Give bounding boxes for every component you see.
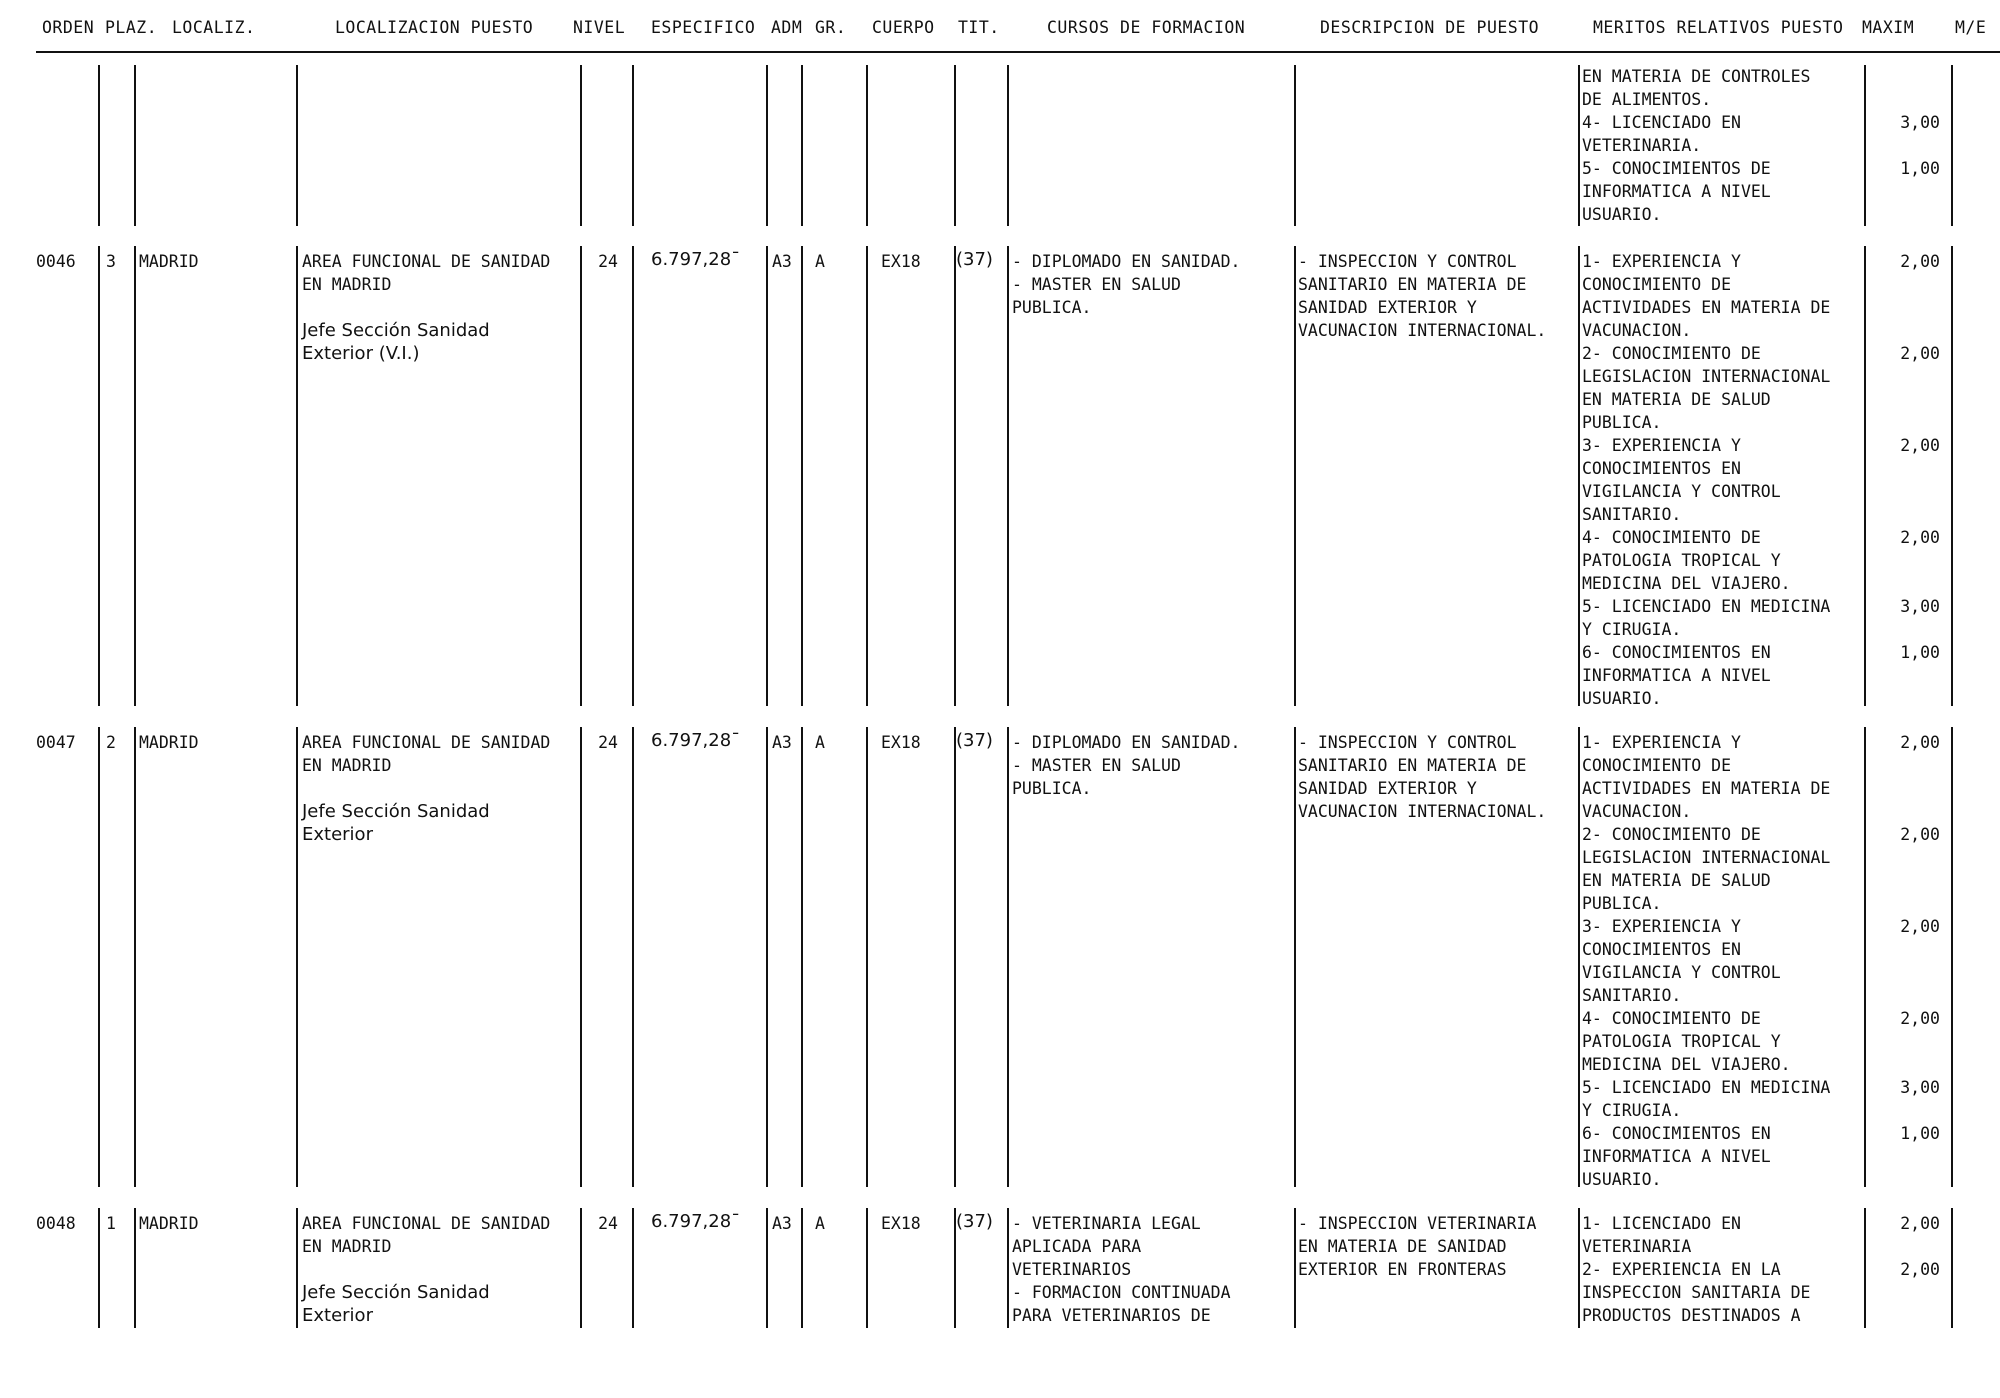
descripcion-line: - INSPECCION Y CONTROL xyxy=(1298,733,1517,752)
especifico-value: 6.797,28¯ xyxy=(651,249,741,270)
location-unit-line: EN MADRID xyxy=(302,1237,392,1256)
column-separator xyxy=(134,65,136,226)
cuerpo-value: EX18 xyxy=(881,733,921,752)
merito-line: 4- CONOCIMIENTO DE xyxy=(1582,1009,1761,1028)
nivel-value: 24 xyxy=(598,252,618,271)
curso-line: - DIPLOMADO EN SANIDAD. xyxy=(1012,733,1241,752)
merito-line: PUBLICA. xyxy=(1582,413,1662,432)
merito-line: 3- EXPERIENCIA Y xyxy=(1582,436,1741,455)
column-separator xyxy=(1294,65,1296,226)
header-nivel: NIVEL xyxy=(573,18,626,37)
header-cursos: CURSOS DE FORMACION xyxy=(1047,18,1246,37)
nivel-value: 24 xyxy=(598,733,618,752)
header-cuerpo: CUERPO xyxy=(872,18,935,37)
column-separator xyxy=(580,1208,582,1328)
merito-score: 2,00 xyxy=(1900,436,1940,455)
merito-line: 2- CONOCIMIENTO DE xyxy=(1582,825,1761,844)
merito-score: 2,00 xyxy=(1900,528,1940,547)
cont-merit-line: 5- CONOCIMIENTOS DE xyxy=(1582,159,1771,178)
grupo-value: A xyxy=(815,252,825,271)
cont-merit-line: INFORMATICA A NIVEL xyxy=(1582,182,1771,201)
column-separator xyxy=(98,246,100,706)
column-separator xyxy=(1951,65,1953,226)
location-unit-line: AREA FUNCIONAL DE SANIDAD xyxy=(302,733,551,752)
localidad: MADRID xyxy=(139,252,199,271)
merito-line: 1- LICENCIADO EN xyxy=(1582,1214,1741,1233)
column-separator xyxy=(1294,246,1296,706)
column-separator xyxy=(1007,727,1009,1187)
job-title-line: Exterior (V.I.) xyxy=(302,343,420,364)
header-rule xyxy=(36,51,2000,53)
column-separator xyxy=(1864,1208,1866,1328)
header-especifico: ESPECIFICO xyxy=(651,18,756,37)
merito-score: 2,00 xyxy=(1900,1214,1940,1233)
merito-line: Y CIRUGIA. xyxy=(1582,620,1682,639)
plazas-count: 3 xyxy=(106,252,116,271)
column-separator xyxy=(98,727,100,1187)
cont-merit-line: VETERINARIA. xyxy=(1582,136,1702,155)
column-separator xyxy=(801,1208,803,1328)
column-separator xyxy=(766,1208,768,1328)
header-me: M/E xyxy=(1955,18,1987,37)
merito-line: 5- LICENCIADO EN MEDICINA xyxy=(1582,1078,1831,1097)
merito-line: Y CIRUGIA. xyxy=(1582,1101,1682,1120)
grupo-value: A xyxy=(815,733,825,752)
cont-score: 1,00 xyxy=(1900,159,1940,178)
merito-score: 1,00 xyxy=(1900,1124,1940,1143)
column-separator xyxy=(296,727,298,1187)
curso-line: PUBLICA. xyxy=(1012,779,1092,798)
column-separator xyxy=(632,65,634,226)
location-unit-line: EN MADRID xyxy=(302,275,392,294)
merito-line: USUARIO. xyxy=(1582,689,1662,708)
descripcion-line: SANITARIO EN MATERIA DE xyxy=(1298,275,1527,294)
cont-merit-line: EN MATERIA DE CONTROLES xyxy=(1582,67,1811,86)
column-separator xyxy=(296,65,298,226)
titulacion-value: (37) xyxy=(956,1211,993,1232)
descripcion-line: SANIDAD EXTERIOR Y xyxy=(1298,779,1477,798)
column-separator xyxy=(866,65,868,226)
adm-value: A3 xyxy=(772,252,792,271)
job-title-line: Exterior xyxy=(302,1305,373,1326)
merito-line: MEDICINA DEL VIAJERO. xyxy=(1582,574,1791,593)
merito-score: 2,00 xyxy=(1900,733,1940,752)
curso-line: PARA VETERINARIOS DE xyxy=(1012,1306,1211,1325)
column-separator xyxy=(766,65,768,226)
header-orden: ORDEN xyxy=(42,18,95,37)
header-localizacion-puesto: LOCALIZACION PUESTO xyxy=(335,18,534,37)
cont-score: 3,00 xyxy=(1900,113,1940,132)
descripcion-line: VACUNACION INTERNACIONAL. xyxy=(1298,321,1547,340)
localidad: MADRID xyxy=(139,1214,199,1233)
column-separator xyxy=(134,1208,136,1328)
merito-line: CONOCIMIENTO DE xyxy=(1582,756,1732,775)
column-separator xyxy=(134,246,136,706)
merito-line: CONOCIMIENTOS EN xyxy=(1582,940,1741,959)
column-separator xyxy=(1294,1208,1296,1328)
column-separator xyxy=(134,727,136,1187)
header-localiz: LOCALIZ. xyxy=(172,18,256,37)
descripcion-line: VACUNACION INTERNACIONAL. xyxy=(1298,802,1547,821)
orden-number: 0046 xyxy=(36,252,76,271)
location-unit-line: AREA FUNCIONAL DE SANIDAD xyxy=(302,1214,551,1233)
column-separator xyxy=(866,1208,868,1328)
merito-line: VACUNACION. xyxy=(1582,802,1692,821)
merito-line: 6- CONOCIMIENTOS EN xyxy=(1582,643,1771,662)
merito-line: PATOLOGIA TROPICAL Y xyxy=(1582,551,1781,570)
plazas-count: 2 xyxy=(106,733,116,752)
merito-line: CONOCIMIENTOS EN xyxy=(1582,459,1741,478)
merito-score: 3,00 xyxy=(1900,1078,1940,1097)
curso-line: - MASTER EN SALUD xyxy=(1012,275,1181,294)
column-separator xyxy=(1864,727,1866,1187)
column-separator xyxy=(1007,1208,1009,1328)
header-tit: TIT. xyxy=(958,18,1000,37)
merito-line: 2- EXPERIENCIA EN LA xyxy=(1582,1260,1781,1279)
header-adm: ADM xyxy=(771,18,803,37)
column-separator xyxy=(580,65,582,226)
column-separator xyxy=(632,1208,634,1328)
column-separator xyxy=(1864,246,1866,706)
job-title-line: Jefe Sección Sanidad xyxy=(302,1282,490,1303)
column-separator xyxy=(766,246,768,706)
column-separator xyxy=(98,65,100,226)
column-separator xyxy=(1951,246,1953,706)
especifico-value: 6.797,28¯ xyxy=(651,1211,741,1232)
especifico-value: 6.797,28¯ xyxy=(651,730,741,751)
merito-line: 2- CONOCIMIENTO DE xyxy=(1582,344,1761,363)
column-separator xyxy=(296,246,298,706)
column-separator xyxy=(1007,65,1009,226)
descripcion-line: EN MATERIA DE SANIDAD xyxy=(1298,1237,1507,1256)
column-separator xyxy=(954,1208,956,1328)
merito-line: VETERINARIA xyxy=(1582,1237,1692,1256)
curso-line: - FORMACION CONTINUADA xyxy=(1012,1283,1231,1302)
column-separator xyxy=(1294,727,1296,1187)
column-separator xyxy=(954,246,956,706)
merito-line: 4- CONOCIMIENTO DE xyxy=(1582,528,1761,547)
curso-line: - MASTER EN SALUD xyxy=(1012,756,1181,775)
curso-line: APLICADA PARA xyxy=(1012,1237,1142,1256)
curso-line: PUBLICA. xyxy=(1012,298,1092,317)
column-separator xyxy=(1578,1208,1580,1328)
cuerpo-value: EX18 xyxy=(881,1214,921,1233)
job-title-line: Jefe Sección Sanidad xyxy=(302,320,490,341)
merito-score: 2,00 xyxy=(1900,917,1940,936)
merito-line: 5- LICENCIADO EN MEDICINA xyxy=(1582,597,1831,616)
descripcion-line: EXTERIOR EN FRONTERAS xyxy=(1298,1260,1507,1279)
merito-line: VIGILANCIA Y CONTROL xyxy=(1582,482,1781,501)
descripcion-line: - INSPECCION Y CONTROL xyxy=(1298,252,1517,271)
titulacion-value: (37) xyxy=(956,730,993,751)
merito-score: 2,00 xyxy=(1900,252,1940,271)
cont-merit-line: 4- LICENCIADO EN xyxy=(1582,113,1741,132)
merito-score: 2,00 xyxy=(1900,825,1940,844)
column-separator xyxy=(866,246,868,706)
orden-number: 0047 xyxy=(36,733,76,752)
localidad: MADRID xyxy=(139,733,199,752)
merito-line: EN MATERIA DE SALUD xyxy=(1582,390,1771,409)
merito-line: ACTIVIDADES EN MATERIA DE xyxy=(1582,779,1831,798)
column-separator xyxy=(801,65,803,226)
header-plaz: PLAZ. xyxy=(105,18,158,37)
job-title-line: Exterior xyxy=(302,824,373,845)
merito-line: EN MATERIA DE SALUD xyxy=(1582,871,1771,890)
column-separator xyxy=(1951,1208,1953,1328)
cont-merit-line: DE ALIMENTOS. xyxy=(1582,90,1712,109)
descripcion-line: - INSPECCION VETERINARIA xyxy=(1298,1214,1537,1233)
merito-line: 1- EXPERIENCIA Y xyxy=(1582,252,1741,271)
header-descripcion: DESCRIPCION DE PUESTO xyxy=(1320,18,1540,37)
column-separator xyxy=(1578,727,1580,1187)
column-separator xyxy=(801,727,803,1187)
column-separator xyxy=(954,65,956,226)
adm-value: A3 xyxy=(772,733,792,752)
merito-score: 2,00 xyxy=(1900,1009,1940,1028)
column-separator xyxy=(801,246,803,706)
column-separator xyxy=(632,246,634,706)
column-separator xyxy=(954,727,956,1187)
header-meritos: MERITOS RELATIVOS PUESTO xyxy=(1593,18,1844,37)
merito-line: PATOLOGIA TROPICAL Y xyxy=(1582,1032,1781,1051)
column-separator xyxy=(580,727,582,1187)
merito-line: PRODUCTOS DESTINADOS A xyxy=(1582,1306,1801,1325)
location-unit-line: EN MADRID xyxy=(302,756,392,775)
merito-line: INSPECCION SANITARIA DE xyxy=(1582,1283,1811,1302)
curso-line: - DIPLOMADO EN SANIDAD. xyxy=(1012,252,1241,271)
column-separator xyxy=(296,1208,298,1328)
location-unit-line: AREA FUNCIONAL DE SANIDAD xyxy=(302,252,551,271)
merito-score: 1,00 xyxy=(1900,643,1940,662)
header-maxim: MAXIM xyxy=(1862,18,1915,37)
merito-line: 1- EXPERIENCIA Y xyxy=(1582,733,1741,752)
cont-merit-line: USUARIO. xyxy=(1582,205,1662,224)
descripcion-line: SANIDAD EXTERIOR Y xyxy=(1298,298,1477,317)
column-separator xyxy=(580,246,582,706)
curso-line: VETERINARIOS xyxy=(1012,1260,1132,1279)
merito-line: VIGILANCIA Y CONTROL xyxy=(1582,963,1781,982)
merito-line: MEDICINA DEL VIAJERO. xyxy=(1582,1055,1791,1074)
titulacion-value: (37) xyxy=(956,249,993,270)
merito-line: ACTIVIDADES EN MATERIA DE xyxy=(1582,298,1831,317)
orden-number: 0048 xyxy=(36,1214,76,1233)
grupo-value: A xyxy=(815,1214,825,1233)
column-separator xyxy=(632,727,634,1187)
plazas-count: 1 xyxy=(106,1214,116,1233)
column-separator xyxy=(1578,65,1580,226)
merito-line: PUBLICA. xyxy=(1582,894,1662,913)
column-separator xyxy=(98,1208,100,1328)
descripcion-line: SANITARIO EN MATERIA DE xyxy=(1298,756,1527,775)
merito-line: LEGISLACION INTERNACIONAL xyxy=(1582,848,1831,867)
adm-value: A3 xyxy=(772,1214,792,1233)
job-title-line: Jefe Sección Sanidad xyxy=(302,801,490,822)
column-separator xyxy=(866,727,868,1187)
header-gr: GR. xyxy=(815,18,847,37)
cuerpo-value: EX18 xyxy=(881,252,921,271)
column-separator xyxy=(1951,727,1953,1187)
merito-score: 2,00 xyxy=(1900,344,1940,363)
column-separator xyxy=(766,727,768,1187)
merito-score: 3,00 xyxy=(1900,597,1940,616)
merito-line: 3- EXPERIENCIA Y xyxy=(1582,917,1741,936)
merito-line: LEGISLACION INTERNACIONAL xyxy=(1582,367,1831,386)
merito-line: INFORMATICA A NIVEL xyxy=(1582,666,1771,685)
merito-line: 6- CONOCIMIENTOS EN xyxy=(1582,1124,1771,1143)
merito-line: VACUNACION. xyxy=(1582,321,1692,340)
merito-line: CONOCIMIENTO DE xyxy=(1582,275,1732,294)
column-separator xyxy=(1578,246,1580,706)
curso-line: - VETERINARIA LEGAL xyxy=(1012,1214,1201,1233)
merito-line: SANITARIO. xyxy=(1582,986,1682,1005)
merito-line: SANITARIO. xyxy=(1582,505,1682,524)
merito-line: INFORMATICA A NIVEL xyxy=(1582,1147,1771,1166)
nivel-value: 24 xyxy=(598,1214,618,1233)
column-separator xyxy=(1007,246,1009,706)
merito-score: 2,00 xyxy=(1900,1260,1940,1279)
column-separator xyxy=(1864,65,1866,226)
merito-line: USUARIO. xyxy=(1582,1170,1662,1189)
